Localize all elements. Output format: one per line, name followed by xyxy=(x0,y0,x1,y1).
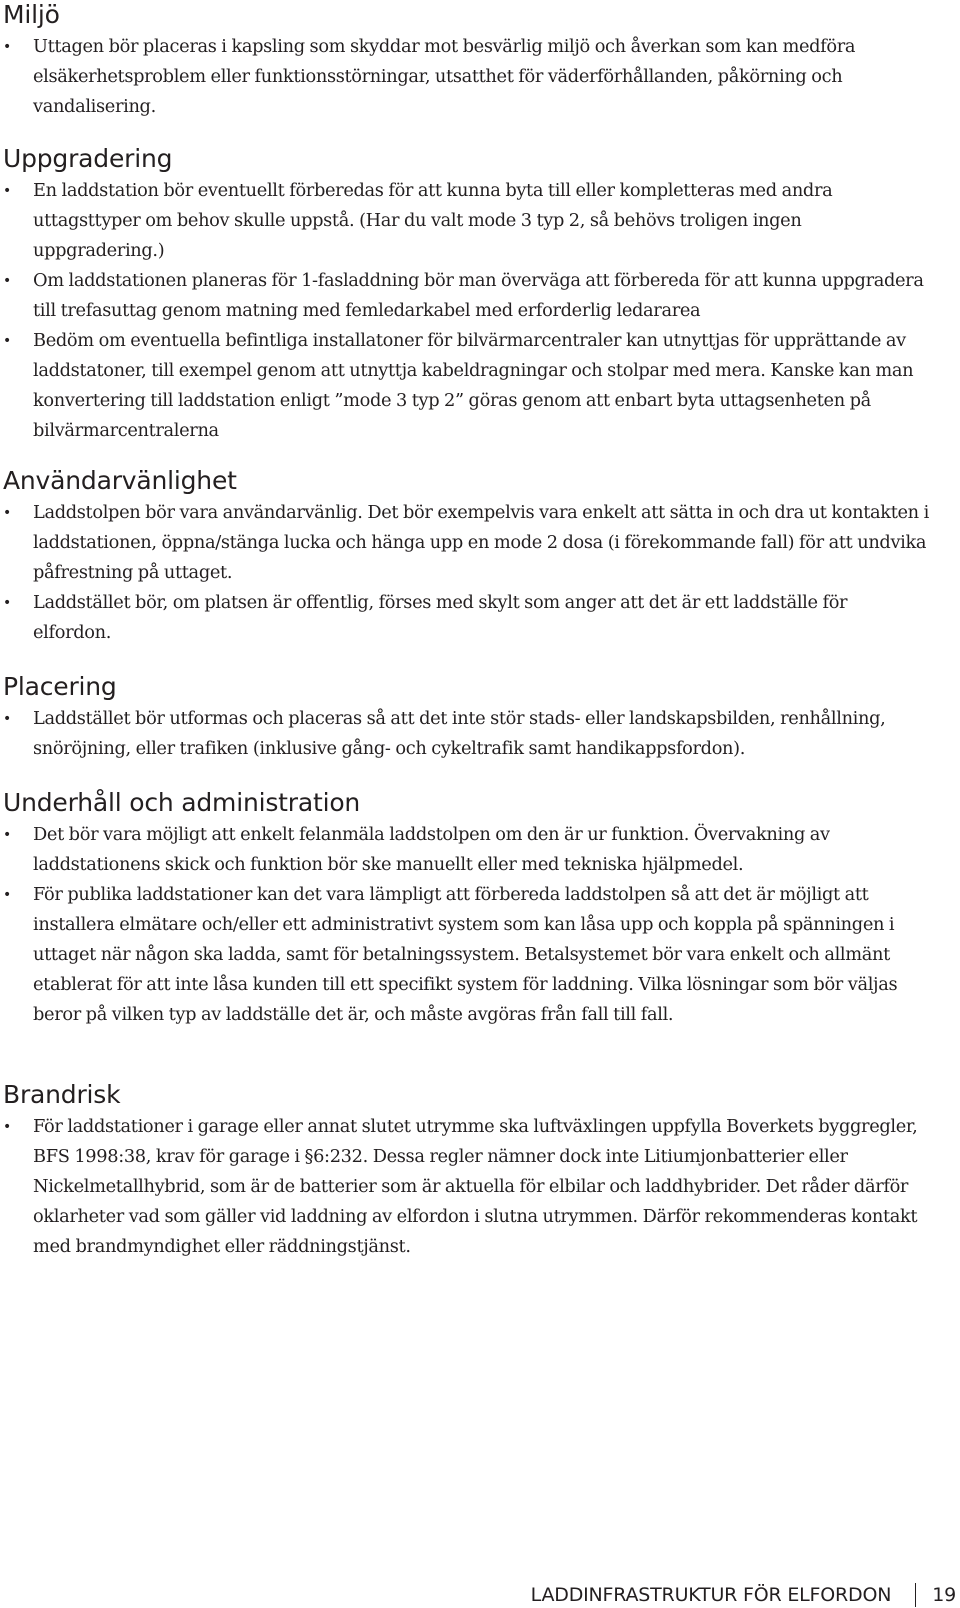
bullet-icon: • xyxy=(3,273,11,289)
bullet-text: För publika laddstationer kan det vara lämpligt att förbereda laddstolpen så att det är möjligt att installera elmätare och/eller ett administrativt system som kan låsa upp och koppla på spänningen i uttaget när någon ska ladda, samt för betalningssystem. Betalsystemet bör vara enkelt och allmänt etablerat för att inte låsa kunden till ett specifikt system för laddning. Vilka lösningar som bör väljas beror på vilken typ av laddställe det är, och måste avgöras från fall till fall. xyxy=(33,884,898,1025)
bullet-text: Bedöm om eventuella befintliga installatoner för bilvärmarcentraler kan utnyttjas för upprättande av laddstatoner, till exempel genom att utnyttja kabeldragningar och stolpar med mera. Kanske kan man konvertering till laddstation enligt ”mode 3 typ 2” göras genom att enbart byta uttagsenheten på bilvärmarcentralerna xyxy=(33,330,914,441)
section-heading: Uppgradering xyxy=(3,144,173,173)
bullet-text: Laddstället bör utformas och placeras så att det inte stör stads- eller landskapsbilden, renhållning, snöröjning, eller trafiken (inklusive gång- och cykeltrafik samt handikappsfordon). xyxy=(33,708,886,759)
bullet-list xyxy=(0,1112,930,1262)
bullet-text: Uttagen bör placeras i kapsling som skyddar mot besvärlig miljö och åverkan som kan medföra elsäkerhetsproblem eller funktionsstörningar, utsatthet för väderförhållanden, påkörning och vandalisering. xyxy=(33,36,856,117)
section-heading: Användarvänlighet xyxy=(3,466,237,495)
bullet-item xyxy=(0,32,930,122)
section-heading: Brandrisk xyxy=(3,1080,121,1109)
bullet-list xyxy=(0,820,930,1030)
page-footer xyxy=(531,1582,960,1608)
bullet-icon: • xyxy=(3,183,11,199)
section-underhall xyxy=(0,788,930,1030)
bullet-list xyxy=(0,32,930,122)
bullet-icon: • xyxy=(3,827,11,843)
bullet-item xyxy=(0,1112,930,1262)
section-miljo xyxy=(0,0,930,122)
bullet-item xyxy=(0,326,930,446)
bullet-text: Laddstolpen bör vara användarvänlig. Det bör exempelvis vara enkelt att sätta in och dra ut kontakten i laddstationen, öppna/stänga lucka och hänga upp en mode 2 dosa (i förekommande fall) för att undvika påfrestning på uttaget. xyxy=(33,502,929,583)
bullet-item xyxy=(0,588,930,648)
bullet-text: För laddstationer i garage eller annat slutet utrymme ska luftväxlingen uppfylla Boverkets byggregler, BFS 1998:38, krav för garage i §6:232. Dessa regler nämner dock inte Litiumjonbatterier eller Nickelmetallhybrid, som är de batterier som är aktuella för elbilar och laddhybrider. Det råder därför oklarheter vad som gäller vid laddning av elfordon i slutna utrymmen. Därför rekommenderas kontakt med brandmyndighet eller räddningstjänst. xyxy=(33,1116,918,1257)
bullet-list xyxy=(0,176,930,446)
section-heading: Miljö xyxy=(3,0,60,29)
bullet-item xyxy=(0,498,930,588)
bullet-icon: • xyxy=(3,39,11,55)
bullet-icon: • xyxy=(3,595,11,611)
bullet-text: Det bör vara möjligt att enkelt felanmäla laddstolpen om den är ur funktion. Övervakning av laddstationens skick och funktion bör ske manuellt eller med tekniska hjälpmedel. xyxy=(33,824,830,875)
bullet-text: Om laddstationen planeras för 1-fasladdning bör man överväga att förbereda för att kunna uppgradera till trefasuttag genom matning med femledarkabel med erforderlig ledararea xyxy=(33,270,924,321)
section-placering xyxy=(0,672,930,764)
footer-title: LADDINFRASTRUKTUR FÖR ELFORDON xyxy=(530,1584,892,1606)
page-number: 19 xyxy=(932,1584,956,1606)
bullet-icon: • xyxy=(3,1119,11,1135)
bullet-icon: • xyxy=(3,505,11,521)
bullet-list xyxy=(0,498,930,648)
bullet-icon: • xyxy=(3,887,11,903)
bullet-text: Laddstället bör, om platsen är offentlig, förses med skylt som anger att det är ett laddställe för elfordon. xyxy=(33,592,848,643)
bullet-item xyxy=(0,880,930,1030)
bullet-list xyxy=(0,704,930,764)
section-heading: Placering xyxy=(3,672,117,701)
bullet-item xyxy=(0,820,930,880)
bullet-item xyxy=(0,266,930,326)
section-uppgradering xyxy=(0,144,930,446)
section-anvandarvanlighet xyxy=(0,466,930,648)
bullet-item xyxy=(0,176,930,266)
bullet-icon: • xyxy=(3,711,11,727)
section-brandrisk xyxy=(0,1080,930,1262)
section-heading: Underhåll och administration xyxy=(3,788,361,817)
bullet-item xyxy=(0,704,930,764)
bullet-text: En laddstation bör eventuellt förberedas för att kunna byta till eller kompletteras med andra uttagsttyper om behov skulle uppstå. (Har du valt mode 3 typ 2, så behövs troligen ingen uppgradering.) xyxy=(33,180,833,261)
footer-divider xyxy=(915,1583,916,1607)
bullet-icon: • xyxy=(3,333,11,349)
